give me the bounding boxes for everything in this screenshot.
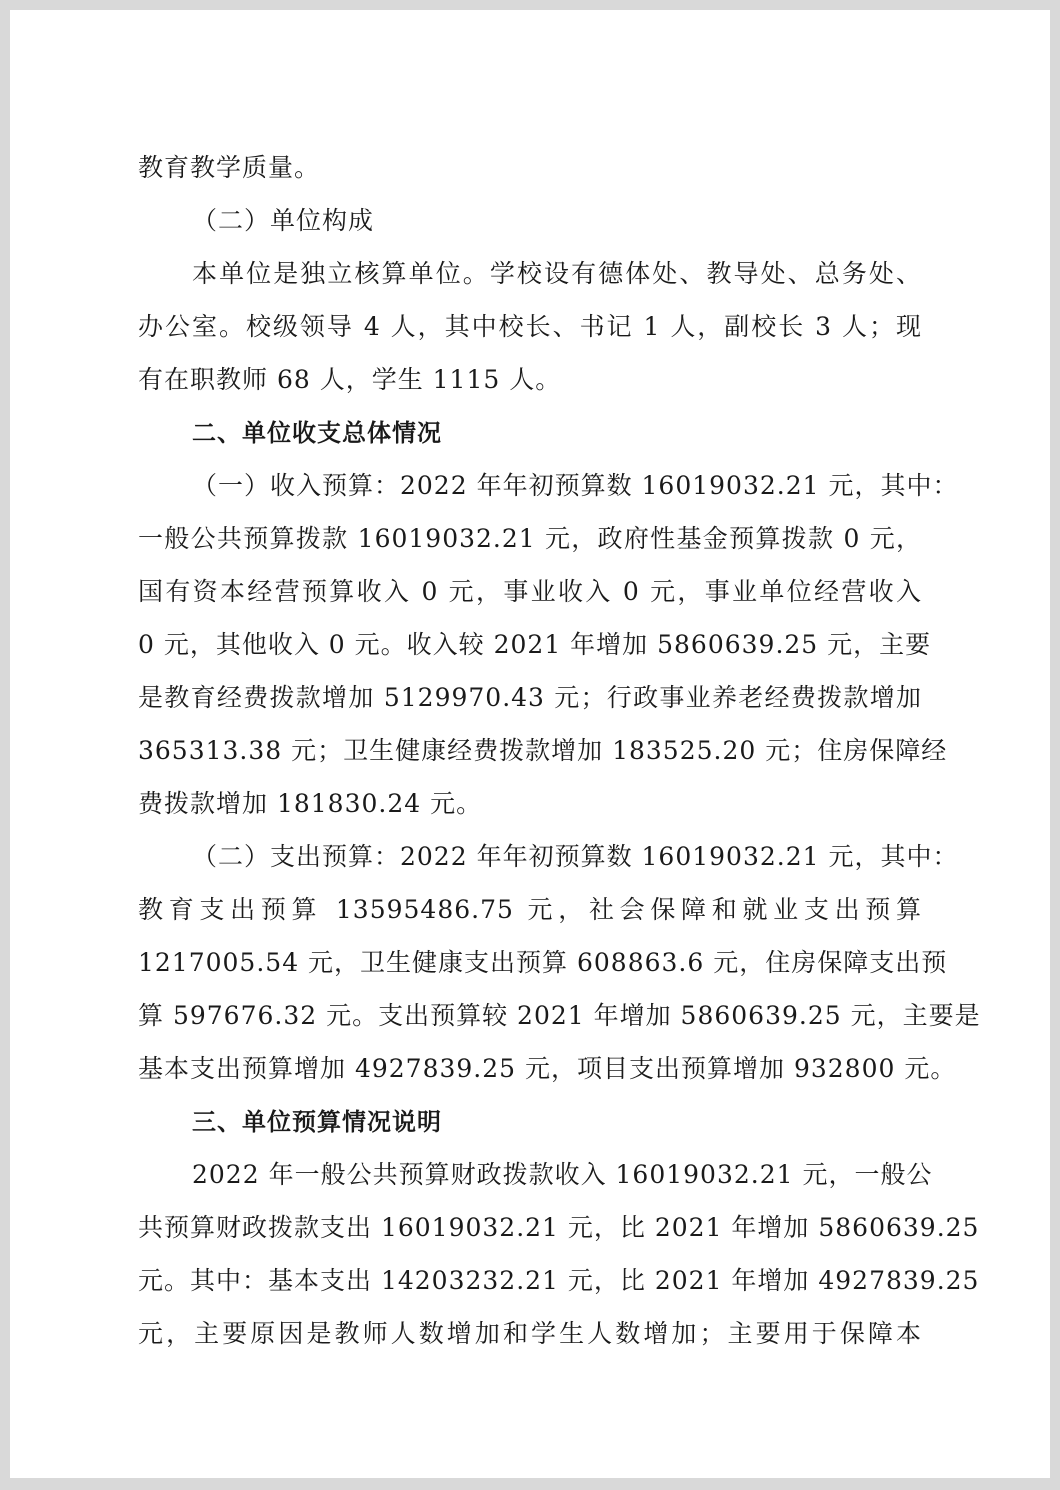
paragraph-line: 365313.38 元；卫生健康经费拨款增加 183525.20 元；住房保障经 (138, 736, 948, 765)
section-heading-budget-explanation: 三、单位预算情况说明 (192, 1108, 442, 1136)
paragraph-line: （二）支出预算：2022 年年初预算数 16019032.21 元，其中： (192, 842, 959, 871)
paragraph-line: 共预算财政拨款支出 16019032.21 元，比 2021 年增加 5860639.25 (138, 1213, 980, 1242)
paragraph-line: 本单位是独立核算单位。学校设有德体处、教导处、总务处、 (192, 259, 922, 288)
paragraph-line: 是教育经费拨款增加 5129970.43 元；行政事业养老经费拨款增加 (138, 683, 922, 712)
paragraph-line: 基本支出预算增加 4927839.25 元，项目支出预算增加 932800 元。 (138, 1054, 957, 1083)
paragraph-line: 有在职教师 68 人，学生 1115 人。 (138, 365, 562, 394)
paragraph-line: 费拨款增加 181830.24 元。 (138, 789, 483, 818)
section-heading-revenue-expenditure: 二、单位收支总体情况 (192, 419, 442, 447)
paragraph-line: 办公室。校级领导 4 人，其中校长、书记 1 人，副校长 3 人；现 (138, 312, 922, 341)
paragraph-line: 1217005.54 元，卫生健康支出预算 608863.6 元，住房保障支出预 (138, 948, 948, 977)
paragraph-line: 元，主要原因是教师人数增加和学生人数增加；主要用于保障本 (138, 1319, 922, 1348)
document-page (10, 10, 1050, 1478)
paragraph-line: 教育教学质量。 (138, 153, 321, 182)
paragraph-line: 国有资本经营预算收入 0 元，事业收入 0 元，事业单位经营收入 (138, 577, 922, 606)
subheading-unit-composition: （二）单位构成 (192, 206, 375, 235)
paragraph-line: 教育支出预算 13595486.75 元，社会保障和就业支出预算 (138, 895, 922, 924)
paragraph-line: 2022 年一般公共预算财政拨款收入 16019032.21 元，一般公 (192, 1160, 933, 1189)
paragraph-line: 一般公共预算拨款 16019032.21 元，政府性基金预算拨款 0 元， (138, 524, 922, 553)
paragraph-line: 元。其中：基本支出 14203232.21 元，比 2021 年增加 4927839.25 (138, 1266, 980, 1295)
paragraph-line: 算 597676.32 元。支出预算较 2021 年增加 5860639.25 元，主要是 (138, 1001, 981, 1030)
paragraph-line: 0 元，其他收入 0 元。收入较 2021 年增加 5860639.25 元，主要 (138, 630, 932, 659)
paragraph-line: （一）收入预算：2022 年年初预算数 16019032.21 元，其中： (192, 471, 959, 500)
